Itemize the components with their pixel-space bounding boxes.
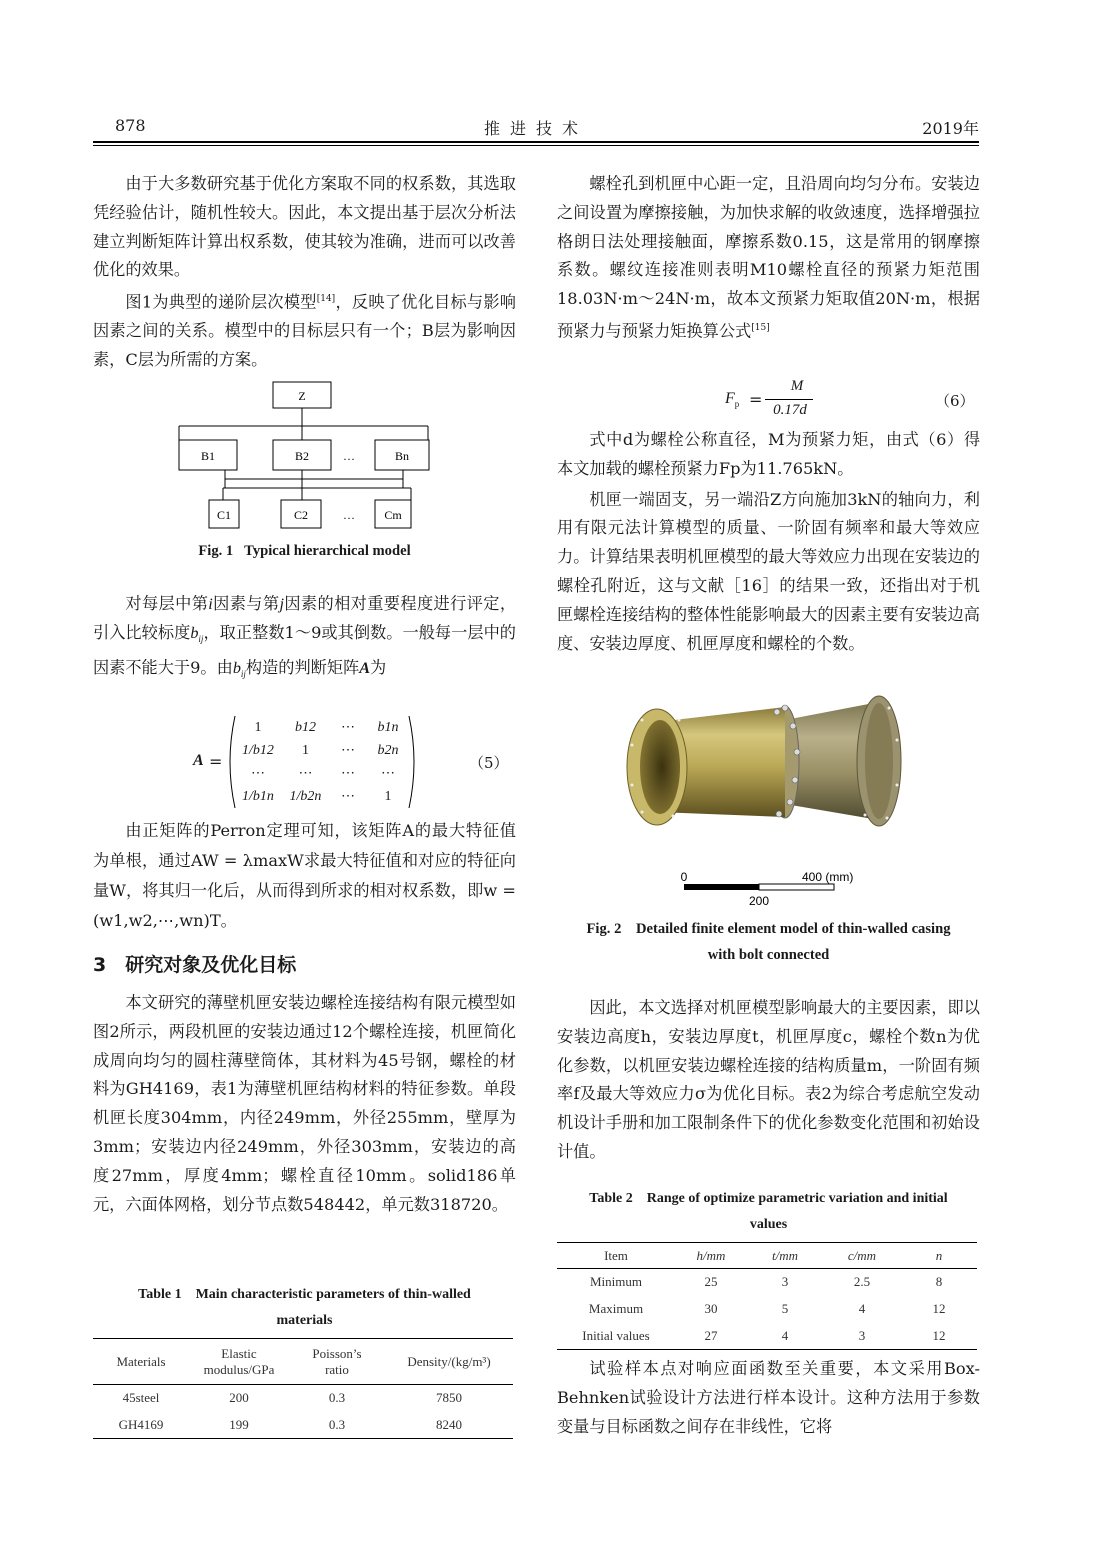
paragraph: 机匣一端固支，另一端沿Z方向施加3kN的轴向力，利用有限元法计算模型的质量、一阶固有频率和最大等效应力。计算结果表明机匣模型的最大等效应力出现在安装边的螺栓孔附近，这与文献［16］的结果一致，还指出对于机匣螺栓连接结构的整体性能影响最大的因素主要有安装边高度、安装边厚度、机匣厚度和螺栓的个数。 <box>557 489 980 653</box>
scale-label-400: 400 (mm) <box>802 870 854 884</box>
table-row: Minimum 25 3 2.5 8 <box>589 1274 943 1290</box>
table-1-grid: Materials Elastic modulus/GPa Poisson’s ratio Density/(kg/m³) 45steel 200 0.3 7850 GH4169 199 0.3 8240 <box>93 1338 513 1439</box>
right-column <box>557 170 980 346</box>
equation-6: $F_p$ = M 0.17d （6） <box>725 378 975 418</box>
equation-number: （5） <box>469 754 509 772</box>
table-1 <box>93 1282 516 1439</box>
paragraph: 因此，本文选择对机匣模型影响最大的主要因素，即以安装边高度h，安装边厚度t，机匣厚度c，螺栓个数n为优化参数，以机匣安装边螺栓连接的结构质量m，一阶固有频率f及最大等效应力σ为优化目标。表2为综合考虑航空发动机设计手册和加工限制条件下的优化参数变化范围和初始设计值。 <box>557 998 980 1161</box>
section-heading: 3 研究对象及优化目标 <box>93 954 297 976</box>
table-row: GH4169 199 0.3 8240 <box>118 1416 462 1432</box>
table-2-caption: Table 2 Range of optimize parametric variation and initial values <box>589 1191 948 1232</box>
right-column-3 <box>557 994 980 1167</box>
paragraph: 螺栓孔到机匣中心距一定，且沿周向均匀分布。安装边之间设置为摩擦接触，为加快求解的收敛速度，选择增强拉格朗日法处理接触面，摩擦系数0.15，这是常用的钢摩擦系数。螺纹连接准则表明M10螺栓直径的预紧力矩范围18.03N·m～24N·m，故本文预紧力矩取值20N·m，根据预紧力与预紧力矩换算公式[15] <box>557 174 980 341</box>
node-c2: C2 <box>293 508 309 522</box>
node-b2: B2 <box>294 449 310 463</box>
figure-2-casing-model <box>557 690 980 912</box>
right-column-2 <box>557 426 980 658</box>
node-b-ellipsis: … <box>343 449 355 463</box>
year: 2019年 <box>922 119 979 138</box>
page-number: 878 <box>115 116 146 135</box>
scale-bar-segment <box>759 884 834 890</box>
paragraph: 由于大多数研究基于优化方案取不同的权系数，其选取凭经验估计，随机性较大。因此，本文提出基于层次分析法建立判断矩阵计算出权系数，使其较为准确，进而可以改善优化的效果。 <box>93 174 516 280</box>
equation-number: （6） <box>935 392 975 410</box>
paragraph: 图1为典型的递阶层次模型[14]，反映了优化目标与影响因素之间的关系。模型中的目标层只有一个；B层为影响因素，C层为所需的方案。 <box>93 292 516 370</box>
node-cm: Cm <box>384 508 402 522</box>
figure-2-caption: Fig. 2 Detailed finite element model of thin-walled casing with bolt connected <box>586 921 951 963</box>
table-1-caption: Table 1 Main characteristic parameters of thin-walled materials <box>138 1287 471 1328</box>
paragraph: 由正矩阵的Perron定理可知，该矩阵A的最大特征值为单根，通过AW = λmaxW求最大特征值和对应的特征向量W，将其归一化后，从而得到所求的相对权系数，即w = (w1,w2,⋯,wn)T。 <box>93 821 516 930</box>
running-header <box>93 116 979 140</box>
scale-label-200: 200 <box>748 894 770 908</box>
paragraph: 试验样本点对响应面函数至关重要，本文采用Box-Behnken试验设计方法进行样本设计。这种方法用于参数变量与目标函数之间存在非线性，它将 <box>557 1359 980 1436</box>
figure-1-hierarchy <box>93 378 516 538</box>
node-c-ellipsis: … <box>343 508 355 522</box>
node-z: Z <box>298 389 306 403</box>
table-row: Initial values 27 4 3 12 <box>582 1327 946 1343</box>
paragraph: 对每层中第i因素与第j因素的相对重要程度进行评定，引入比较标度$b_{ij}$，取正整数1～9或其倒数。一般每一层中的因素不能大于9。由$b_{ij}$构造的判断矩阵A为 <box>93 594 517 680</box>
scale-bar-segment <box>684 884 759 890</box>
paragraph: 式中d为螺栓公称直径，M为预紧力矩，由式（6）得本文加载的螺栓预紧力Fp为11.765kN。 <box>557 430 980 478</box>
scale-label-0: 0 <box>680 870 688 884</box>
equation-5: A = 1 b12 ⋯ b1n 1/b12 1 ⋯ b2n ⋯ ⋯ ⋯ ⋯ 1/b1n 1/b2n ⋯ 1 （5） <box>93 712 516 812</box>
left-column-2 <box>93 590 516 689</box>
node-b1: B1 <box>200 449 216 463</box>
journal-title: 推进技术 <box>483 119 588 138</box>
header-rule-thin <box>93 145 979 146</box>
node-bn: Bn <box>394 449 410 463</box>
table-row: 45steel 200 0.3 7850 <box>122 1390 462 1406</box>
table-2-grid: Item h/mm t/mm c/mm n Minimum 25 3 2.5 8 Maximum 30 5 4 12 Initial values 27 4 3 12 <box>557 1242 977 1350</box>
table-row: Maximum 30 5 4 12 <box>588 1301 946 1316</box>
left-column <box>93 170 516 375</box>
table-2 <box>557 1186 980 1350</box>
node-c1: C1 <box>216 508 232 522</box>
left-column-3 <box>93 816 516 1219</box>
figure-1-caption: Fig. 1 Typical hierarchical model <box>198 543 411 559</box>
header-rule-thick <box>93 141 979 143</box>
paragraph: 本文研究的薄壁机匣安装边螺栓连接结构有限元模型如图2所示，两段机匣的安装边通过12个螺栓连接，机匣简化成周向均匀的圆柱薄壁筒体，其材料为45号钢，螺栓的材料为GH4169，表1为薄壁机匣结构材料的特征参数。单段机匣长度304mm，内径249mm，外径255mm，壁厚为3mm；安装边内径249mm，外径303mm，安装边的高度27mm，厚度4mm；螺栓直径10mm。solid186单元，六面体网格，划分节点数548442，单元数318720。 <box>93 993 516 1214</box>
right-column-4 <box>557 1355 980 1441</box>
